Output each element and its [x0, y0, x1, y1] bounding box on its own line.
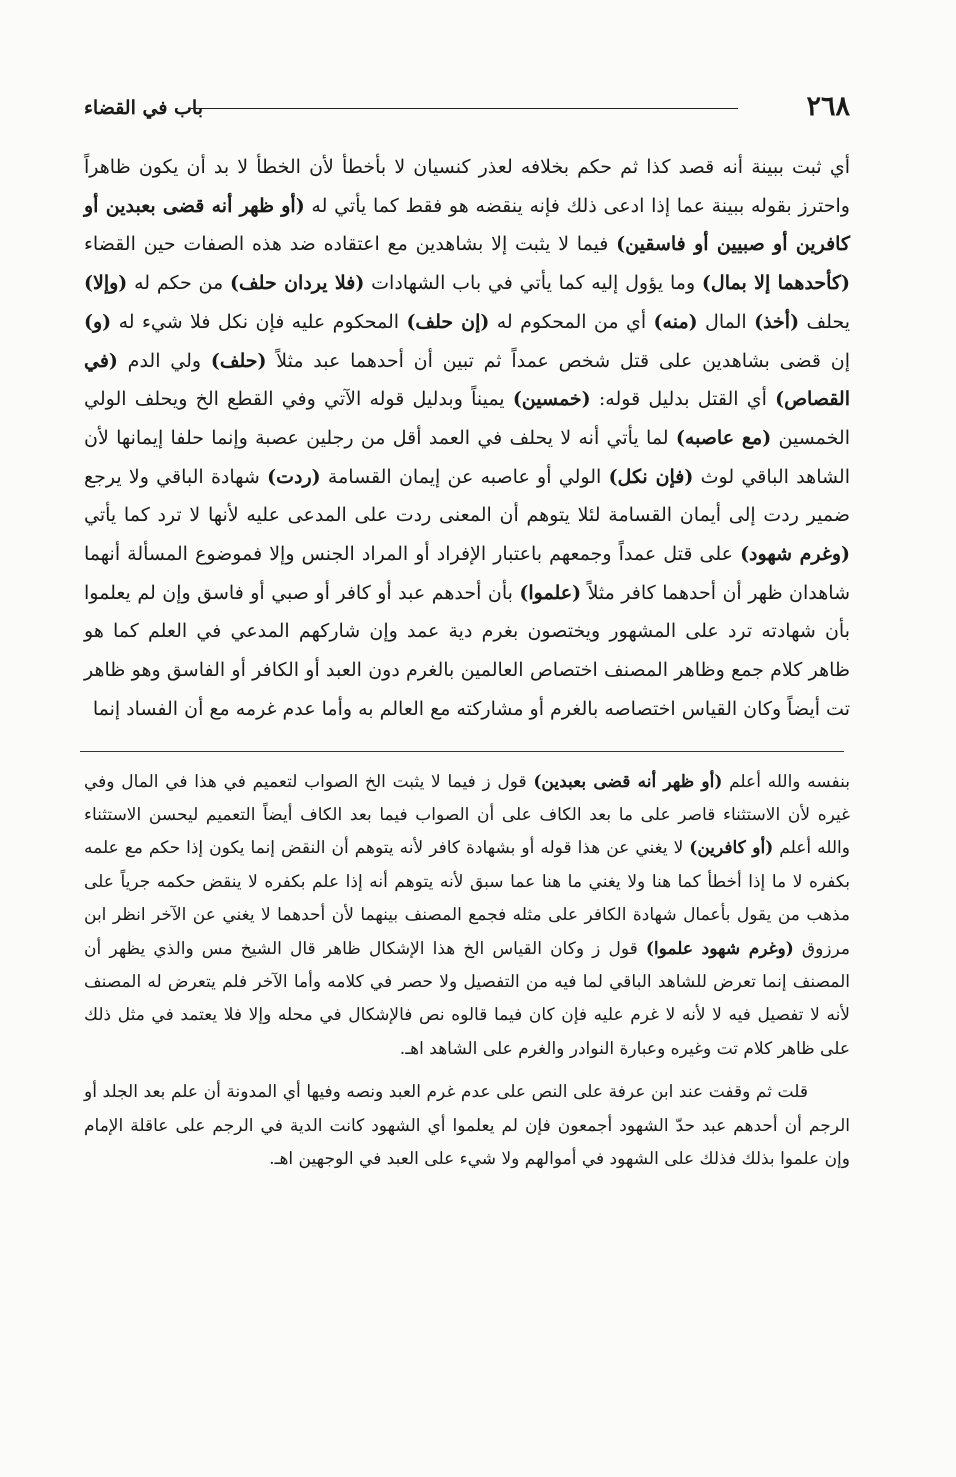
text-run: أي ثبت ببينة أنه قصد كذا ثم حكم بخلافه لعذر كنسيان لا بأخطأ لأن الخطأ لا بد أن يكون ظاهراً واحترز بقوله ببينة عما إذا ادعى ذلك فإنه ينقضه هو فقط كما يأتي له	[84, 156, 850, 217]
text-run: إن قضى بشاهدين على قتل شخص عمداً ثم تبين أن أحدهما عبد مثلاً	[266, 349, 850, 372]
text-run: على قتل عمداً وجمعهم باعتبار الإفراد أو المراد الجنس وإلا فموضوع المسألة أنهما شاهدان ظهر أن أحدهما كافر مثلاً	[84, 543, 850, 604]
text-run: يحلف	[799, 310, 850, 333]
main-text	[84, 148, 850, 729]
bold-quote: (و)	[84, 310, 112, 333]
text-run: لما يأتي أنه لا يحلف في العمد أقل من رجلين عصبة وإنما حلفا إيمانها لأن الشاهد الباقي لوث	[84, 426, 851, 488]
bold-quote: (وغرم شهود)	[740, 543, 850, 566]
text-run: قول ز فيما لا يثبت الخ الصواب لتعميم في هذا في المال وفي غيره لأن الاستثناء قاصر على ما بعد الكاف على أن الصواب فيما بعد الكاف أيضاً التعميم ليحسن الاستثناء والله أعلم	[84, 771, 850, 859]
bold-quote: (وغرم شهود علموا)	[645, 938, 794, 959]
text-run: قول ز وكان القياس الخ هذا الإشكال ظاهر قال الشيخ مس والذي يظهر أن المصنف إنما تعرض للشاهد الباقي لما فيه من التفصيل ولا حصر في كلامه وأما الآخر فلم يتعرض له المصنف لأنه لا تفصيل فيه لا لأنه لا غرم عليه فإن كان فيما قالوه نص فالإشكال في محله وإلا فلا يعتمد في مثل ذلك على ظاهر كلام تت وغيره وعبارة النوادر والغرم على الشاهد اهـ.	[84, 938, 850, 1059]
footnote-paragraph	[84, 766, 850, 1067]
footnotes	[84, 766, 850, 1177]
bold-quote: (منه)	[653, 310, 698, 333]
page-number: ٢٦٨	[806, 91, 850, 122]
bold-quote: (خمسين)	[512, 388, 591, 411]
running-header	[84, 86, 850, 122]
bold-quote: (كأحدهما إلا بمال)	[701, 272, 850, 295]
bold-quote: (أو كافرين)	[689, 838, 774, 859]
text-run: وما يؤول إليه كما يأتي في باب الشهادات	[364, 272, 702, 295]
bold-quote: (إن حلف)	[406, 310, 490, 333]
footnote-divider	[80, 751, 844, 752]
bold-quote: (وإلا)	[84, 272, 128, 295]
text-run: أي القتل بدليل قوله:	[590, 388, 776, 411]
text-run: ولي الدم	[117, 349, 211, 372]
text-run: من حكم له	[127, 272, 231, 295]
text-run: المال	[697, 310, 755, 333]
bold-quote: (أو ظهر أنه قضى بعبدين أو كافرين أو صبيين أو فاسقين)	[84, 194, 851, 256]
text-run: بنفسه والله أعلم	[722, 771, 850, 792]
bold-quote: (حلف)	[210, 349, 267, 372]
text-run: المحكوم عليه فإن نكل فلا شيء له	[111, 310, 407, 333]
bold-quote: (ردت)	[267, 465, 321, 488]
text-run: شهادة الباقي ولا يرجع ضمير ردت إلى أيمان القسامة لئلا يتوهم أن المعنى ردت على المدعى عليه لأنها لا ترد كما يأتي	[84, 465, 850, 527]
text-run: لا يغني عن هذا قوله أو بشهادة كافر لأنه يتوهم أن النقض إنما يكون إذا حكم مع علمه بكفره لا ما إذا أخطأ كما هنا ولا يغني ما هنا عما سبق لأنه يتوهم أنه إذا علم بكفره لا ينقض حكمه جرياً على مذهب من يقول بأعمال شهادة الكافر على مثله فجمع المصنف بينهما لأن أحدهما لا يغني عن الآخر انظر ابن مرزوق	[84, 838, 850, 959]
text-run: بأن أحدهم عبد أو كافر أو صبي أو فاسق وإن لم يعلموا بأن شهادته ترد على المشهور ويختصون بغرم دية عمد وإن شاركهم المدعي في العلم كما هو ظاهر كلام جمع وظاهر المصنف اختصاص العالمين بالغرم دون العبد أو الكافر أو الفاسق وهو ظاهر تت أيضاً وكان القياس اختصاصه بالغرم أو مشاركته مع العالم به وأما عدم غرمه مع أن الفساد إنما	[84, 581, 850, 720]
bold-quote: (في القصاص)	[84, 349, 850, 411]
bold-quote: (فإن نكل)	[608, 465, 694, 488]
footnote-paragraph: قلت ثم وقفت عند ابن عرفة على النص على عدم غرم العبد ونصه وفيها أي المدونة أن علم بعد الجلد أو الرجم أن أحدهم عبد حدّ الشهود أجمعون فإن لم يعلموا أي الشهود كانت الدية في الرجم على عاقلة الإمام وإن علموا بذلك فذلك على الشهود في أموالهم ولا شيء على العبد في الوجهين اهـ.	[84, 1082, 850, 1170]
text-run: يميناً وبدليل قوله الآتي وفي القطع الخ ويحلف الولي الخمسين	[84, 388, 850, 449]
bold-quote: (أو ظهر أنه قضى بعبدين)	[533, 771, 723, 792]
text-run: الولي أو عاصبه عن إيمان القسامة	[320, 465, 609, 488]
text-run: فيما لا يثبت إلا بشاهدين مع اعتقاده ضد هذه الصفات حين القضاء	[84, 233, 617, 256]
chapter-title: باب في القضاء	[84, 97, 203, 119]
bold-quote: (فلا يردان حلف)	[230, 272, 365, 295]
header-rule	[188, 108, 738, 109]
bold-quote: (علموا)	[519, 581, 582, 604]
bold-quote: (مع عاصبه)	[675, 426, 772, 449]
book-page	[84, 86, 850, 1176]
bold-quote: (أخذ)	[754, 310, 800, 333]
text-run: أي من المحكوم له	[489, 310, 654, 333]
